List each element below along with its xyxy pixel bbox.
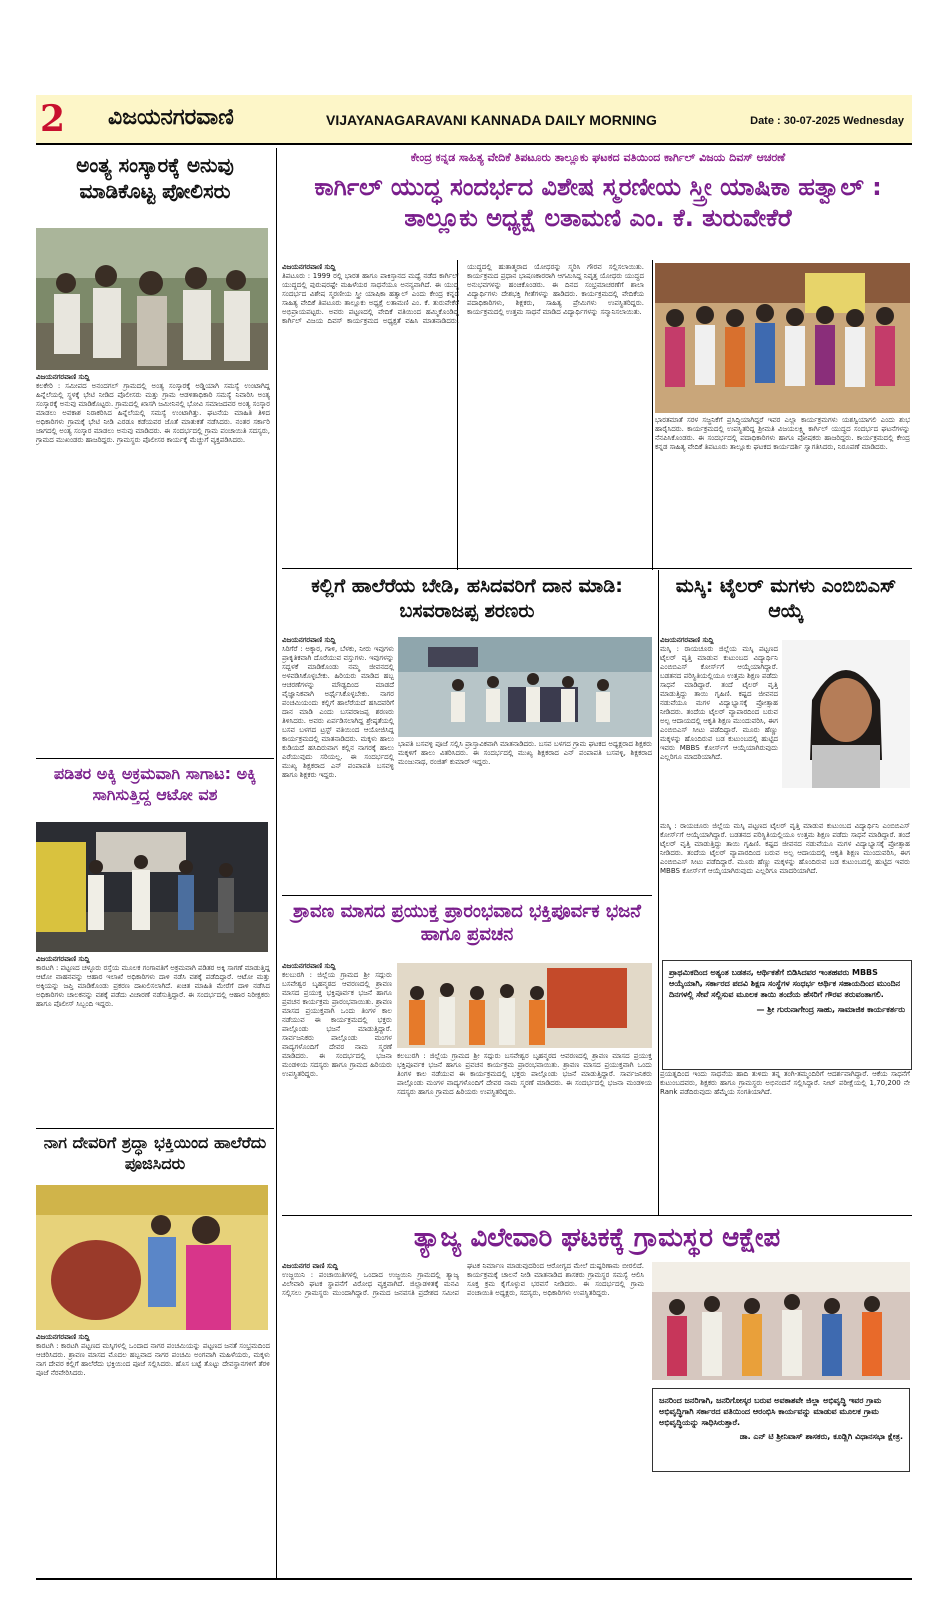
- masthead: [36, 95, 912, 143]
- story-body-continued: ಭಾರತಮಾತೆ ಸರಳ ಸಜ್ಜನಿಕೆಗೆ ಪ್ರಸಿದ್ಧಿಯಾಗಿದ್ದರೆ ಇವರ ಎಲ್ಲಾ ಕಾರ್ಯಕ್ರಮಗಳು ಯಶಸ್ವಿಯಾಗಲಿ ಎಂದು ಶುಭ ಹಾರೈಸಿದರು. ಕಾರ್ಯಕ್ರಮದಲ್ಲಿ ಉಪಸ್ಥಿತರಿದ್ದ ಶ್ರೀಮತಿ ವಿಜಯಲಕ್ಷ್ಮಿ ಕಾರ್ಗಿಲ್ ಯುದ್ಧದ ಸಂದರ್ಭದ ಘಟನೆಗಳನ್ನು ನೆನಪಿಸಿಕೊಂಡರು. ಈ ಸಂದರ್ಭದಲ್ಲಿ ಪದಾಧಿಕಾರಿಗಳು ಹಾಗೂ ಪೋಷಕರು ಹಾಜರಿದ್ದರು. ಕಾರ್ಯಕ್ರಮದಲ್ಲಿ ಕೇಂದ್ರ ಕನ್ನಡ ಸಾಹಿತ್ಯ ವೇದಿಕೆ ತಿಪಟೂರು ತಾಲ್ಲೂಕು ಘಟಕದ ಕಾರ್ಯದರ್ಶಿ ಸ್ವಾಗತಿಸಿದರು, ನಿರೂಪಣೆ ಮಾಡಿದರು.: [655, 416, 910, 451]
- section-rule: [36, 758, 274, 759]
- byline: ವಿಜಯನಗರವಾಣಿ ಸುದ್ದಿ: [282, 636, 336, 644]
- byline: ವಿಜಯನಗರ ವಾಣಿ ಸುದ್ದಿ: [282, 1262, 338, 1270]
- section-rule: [36, 1128, 274, 1129]
- section-rule: [282, 568, 912, 569]
- photo-basavarajappa-event: [398, 637, 652, 737]
- paper-name-english: VIJAYANAGARAVANI KANNADA DAILY MORNING: [326, 112, 657, 128]
- headline-tailor-daughter: ಮಸ್ಕಿ: ಟೈಲರ್ ಮಗಳು ಎಂಬಿಬಿಎಸ್ ಆಯ್ಕೆ: [675, 575, 897, 622]
- story-funeral-police: [36, 373, 270, 753]
- headline-basavarajappa: ಕಲ್ಲಿಗೆ ಹಾಲೆರೆಯ ಬೇಡಿ, ಹಸಿದವರಿಗೆ ದಾನ ಮಾಡಿ: ಬಸವರಾಜಪ್ಪ ಶರಣರು: [311, 575, 623, 622]
- story-kargil: [282, 263, 644, 563]
- headline-waste-plant: ತ್ಯಾಜ್ಯ ವಿಲೇವಾರಿ ಘಟಕಕ್ಕೆ ಗ್ರಾಮಸ್ಥರ ಆಕ್ಷೇಪ: [413, 1223, 781, 1253]
- story-body-continued: ಭಾಪತಿ ಬಸವಳ್ಳಿ ಪೂಜೆ ಸಲ್ಲಿಸಿ ಪ್ರಾಸ್ತಾವಿಕವಾಗಿ ಮಾತನಾಡಿದರು. ಬಸವ ಬಳಗದ ಗ್ರಾಮ ಘಟಕದ ಅಧ್ಯಕ್ಷರಾದ ಶಿಕ್ಷಕರು ಮಕ್ಕಳಿಗೆ ಹಾಲು ವಿತರಿಸಿದರು. ಈ ಸಂದರ್ಭದಲ್ಲಿ ಮುಖ್ಯ ಶಿಕ್ಷಕರಾದ ಎನ್ ಪಂಪಾಪತಿ ಬಸವಳ್ಳಿ, ಶಿಕ್ಷಕರಾದ ಮಂಜುನಾಥ, ರಂಜಿತ್ ಕುಮಾರ್ ಇದ್ದರು.: [398, 740, 652, 766]
- headline-funeral-police: ಅಂತ್ಯ ಸಂಸ್ಕಾರಕ್ಕೆ ಅನುವು ಮಾಡಿಕೊಟ್ಟ ಪೋಲಿಸರು: [76, 153, 234, 203]
- byline: ವಿಜಯನಗರವಾಣಿ ಸುದ್ದಿ: [660, 636, 714, 644]
- section-rule: [282, 895, 652, 896]
- story-body-continued: ಪ್ರಯತ್ನದಿಂದ ಇಂದು ಸಾಧನೆಯ ಹಾದಿ ತುಳಿದು ತನ್ನ ತಂಗಿ-ತಮ್ಮಂದಿರಿಗೆ ಆದರ್ಶವಾಗಿದ್ದಾರೆ. ಆಕೆಯ ಸಾಧನೆಗೆ ಕುಟುಂಬದವರು, ಶಿಕ್ಷಕರು ಹಾಗೂ ಗ್ರಾಮಸ್ಥರು ಅಭಿನಂದನೆ ಸಲ್ಲಿಸಿದ್ದಾರೆ. ನೀಟ್ ಪರೀಕ್ಷೆಯಲ್ಲಿ 1,70,200 ನೇ Rank ಪಡೆದಿರುವುದು ಹೆಮ್ಮೆಯ ಸಂಗತಿಯಾಗಿದೆ.: [660, 1070, 910, 1096]
- story-naga-puja: [36, 1333, 270, 1573]
- story-shravana-cont: [397, 1052, 652, 1212]
- story-body: ಕಾರಟಗಿ : ಕಾರಟಗಿ ಪಟ್ಟಣದ ಮಸ್ಕಿಗಳಲ್ಲಿ ಒಂದಾದ ನಾಗರ ಪಂಚಮಿಯನ್ನು ಪಟ್ಟಣದ ಜನತೆ ಸಂಭ್ರಮದಿಂದ ಆಚರಿಸಿದರು. ಶ್ರಾವಣ ಮಾಸದ ಮೊದಲ ಹಬ್ಬವಾದ ನಾಗರ ಪಂಚಮಿ ಅಂಗವಾಗಿ ಮಹಿಳೆಯರು, ಮಕ್ಕಳು ನಾಗ ದೇವರ ಕಲ್ಲಿಗೆ ಹಾಲೆರೆದು ಭಕ್ತಿಯಿಂದ ಪೂಜೆ ಸಲ್ಲಿಸಿದರು. ಹೊಸ ಬಟ್ಟೆ ತೊಟ್ಟು ದೇವಸ್ಥಾನಗಳಿಗೆ ತೆರಳಿ ಪೂಜೆ ನೆರವೇರಿಸಿದರು.: [36, 1342, 270, 1377]
- headline-ration-rice: ಪಡಿತರ ಅಕ್ಕಿ ಅಕ್ರಮವಾಗಿ ಸಾಗಾಟ: ಅಕ್ಕಿ ಸಾಗಿಸುತ್ತಿದ್ದ ಆಟೋ ವಶ: [53, 764, 257, 804]
- photo-funeral-meeting: [36, 228, 268, 370]
- quote-box-mla: [652, 1388, 910, 1472]
- section-rule: [282, 1215, 912, 1216]
- photo-bhajan-devotees: [397, 963, 652, 1048]
- quote-box-tailor: [662, 960, 912, 1070]
- story-kargil-cont: [655, 416, 910, 566]
- quote-text: ಜನರಿಂದ ಜನರಿಗಾಗಿ, ಜನರಿಗೋಸ್ಕರ ಬರುವ ಅವಕಾಶವೇ ಜಿಲ್ಲಾ ಅಭಿವೃದ್ಧಿ ಇವರ ಗ್ರಾಮ ಅಭಿವೃದ್ಧಿಗಾಗಿ ಸರ್ಕಾರದ ವತಿಯಿಂದ ಆರಂಭಿಸಿ ಕಾರ್ಯವನ್ನು ಮಾಡುವ ಮೂಲಕ ಗ್ರಾಮ ಅಭಿವೃದ್ಧಿಯನ್ನು ಸಾಧಿಸಿರುತ್ತಾರೆ.: [659, 1396, 882, 1427]
- headline-kargil: ಕಾರ್ಗಿಲ್ ಯುದ್ಧ ಸಂದರ್ಭದ ವಿಶೇಷ ಸ್ಮರಣೀಯ ಸ್ತ್ರೀ ಯಾಷಿಕಾ ಹತ್ವಾಲ್ : ತಾಲ್ಲೂಕು ಅಧ್ಯಕ್ಷೆ ಲತಾಮಣಿ ಎಂ. ಕೆ. ತುರುವೇಕೆರೆ: [314, 173, 882, 233]
- story-basavarajappa-cont: [398, 740, 652, 890]
- story-body-continued: ಕಲಬುರಗಿ : ಜಿಲ್ಲೆಯ ಗ್ರಾಮದ ಶ್ರೀ ಸದ್ಗುರು ಬಸವೇಶ್ವರ ಬೃಹನ್ಮಠದ ಆವರಣದಲ್ಲಿ ಶ್ರಾವಣ ಮಾಸದ ಪ್ರಯುಕ್ತ ಭಕ್ತಿಪೂರ್ವಕ ಭಜನೆ ಹಾಗೂ ಪ್ರವಚನ ಕಾರ್ಯಕ್ರಮ ಪ್ರಾರಂಭವಾಯಿತು. ಶ್ರಾವಣ ಮಾಸದ ಪ್ರಯುಕ್ತವಾಗಿ ಒಂದು ತಿಂಗಳ ಕಾಲ ನಡೆಯುವ ಈ ಕಾರ್ಯಕ್ರಮದಲ್ಲಿ ಭಕ್ತರು ಪಾಲ್ಗೊಂಡು ಭಜನೆ ಮಾಡುತ್ತಿದ್ದಾರೆ. ಸಾರ್ವಜನಿಕರು ಪಾಲ್ಗೊಂಡು ಮಂಗಳ ವಾದ್ಯಗಳೊಂದಿಗೆ ದೇವರ ನಾಮ ಸ್ಮರಣೆ ಮಾಡಿದರು. ಈ ಸಂದರ್ಭದಲ್ಲಿ ಭಜನಾ ಮಂಡಳಿಯ ಸದಸ್ಯರು ಹಾಗೂ ಗ್ರಾಮದ ಹಿರಿಯರು ಉಪಸ್ಥಿತರಿದ್ದರು.: [397, 1052, 652, 1096]
- photo-student-portrait: [782, 640, 910, 788]
- photo-kargil-students: [655, 263, 910, 413]
- story-body: ಕಾರಟಗಿ : ಪಟ್ಟಣದ ಚಳ್ಳೂರು ರಸ್ತೆಯ ಮೂಲಕ ಗಂಗಾವತಿಗೆ ಅಕ್ರಮವಾಗಿ ಪಡಿತರ ಅಕ್ಕಿ ಸಾಗಣೆ ಮಾಡುತ್ತಿದ್ದ ಆಟೋ ವಾಹನವನ್ನು ಆಹಾರ ಇಲಾಖೆ ಅಧಿಕಾರಿಗಳು ದಾಳಿ ನಡೆಸಿ ವಶಕ್ಕೆ ಪಡೆದಿದ್ದಾರೆ. ಆಟೋ ಮತ್ತು ಅಕ್ಕಿಯನ್ನು ಜಪ್ತಿ ಮಾಡಿಕೊಂಡು ಪ್ರಕರಣ ದಾಖಲಿಸಲಾಗಿದೆ. ಖಚಿತ ಮಾಹಿತಿ ಮೇರೆಗೆ ದಾಳಿ ನಡೆಸಿದ ಅಧಿಕಾರಿಗಳು ಚಾಲಕನನ್ನು ವಶಕ್ಕೆ ಪಡೆದು ವಿಚಾರಣೆ ನಡೆಸುತ್ತಿದ್ದಾರೆ. ಈ ಸಂದರ್ಭದಲ್ಲಿ ಆಹಾರ ನಿರೀಕ್ಷಕರು ಹಾಗೂ ಪೊಲೀಸ್ ಸಿಬ್ಬಂದಿ ಇದ್ದರು.: [36, 964, 270, 1008]
- story-tailor-daughter: [660, 636, 778, 816]
- quote-text: ಪ್ರಾಥಮಿಕದಿಂದ ಅತ್ಯಂತ ಬಡತನ, ಆರ್ಥಿಕತೆಗೆ ಬಿಡಿಸಿದವರ ಇಂತಹವರು MBBS ಆಯ್ಕೆಯಾಗಿ, ಸರ್ಕಾರದ ಪದವಿ ಶಿಕ್ಷಣ ಸಂಸ್ಥೆಗಳ ಸಂಧರ್ಭ ಆರ್ಥಿಕ ಸಹಾಯದಿಂದ ಮುಂದಿನ ದಿನಗಳಲ್ಲಿ ಸೇವೆ ಸಲ್ಲಿಸುವ ಮೂಲಕ ತಾಯಿ ತಂದೆಯ ಹೆಸರಿಗೆ ಗೌರವ ತರುವಂತಾಗಲಿ.: [669, 968, 901, 999]
- story-tailor-spacer: [782, 792, 910, 822]
- byline: ವಿಜಯನಗರವಾಣಿ ಸುದ್ದಿ: [36, 373, 90, 381]
- story-tailor-daughter-3: [660, 1070, 910, 1210]
- photo-naga-puja: [36, 1185, 268, 1330]
- story-body: ಕಲಕೇರಿ : ಸಮೀಪದ ಅನಂದಗಲ್ ಗ್ರಾಮದಲ್ಲಿ ಅಂತ್ಯ ಸಂಸ್ಕಾರಕ್ಕೆ ಅಡ್ಡಿಯಾಗಿ ಸಮಸ್ಯೆ ಉಂಟಾಗಿದ್ದ ಹಿನ್ನೆಲೆಯಲ್ಲಿ ಸ್ಥಳಕ್ಕೆ ಭೇಟಿ ನೀಡಿದ ಪೊಲೀಸರು ಮತ್ತು ಗ್ರಾಮ ಆಡಳಿತಾಧಿಕಾರಿ ಸಮಸ್ಯೆ ನಿವಾರಿಸಿ ಅಂತ್ಯ ಸಂಸ್ಕಾರಕ್ಕೆ ಅನುವು ಮಾಡಿಕೊಟ್ಟರು. ಗ್ರಾಮದಲ್ಲಿ ಖಾಸಗಿ ಜಮೀನಿನಲ್ಲಿ ಭೋವಿ ಸಮಾಜದವರ ಅಂತ್ಯ ಸಂಸ್ಕಾರ ಮಾಡಲು ಅವಕಾಶ ನಿರಾಕರಿಸಿದ ಹಿನ್ನೆಲೆಯಲ್ಲಿ ಸಮಸ್ಯೆ ಉಂಟಾಗಿತ್ತು. ಘಟನೆಯ ಮಾಹಿತಿ ತಿಳಿದ ಅಧಿಕಾರಿಗಳು ಗ್ರಾಮಕ್ಕೆ ಭೇಟಿ ನೀಡಿ ಎರಡೂ ಕಡೆಯವರ ಜೊತೆ ಮಾತುಕತೆ ನಡೆಸಿದರು. ನಂತರ ಸರ್ಕಾರಿ ಜಾಗದಲ್ಲಿ ಅಂತ್ಯ ಸಂಸ್ಕಾರ ಮಾಡಲು ಅನುವು ಮಾಡಿದರು. ಈ ಸಂದರ್ಭದಲ್ಲಿ ಗ್ರಾಮ ಪಂಚಾಯಿತಿ ಸದಸ್ಯರು, ಗ್ರಾಮದ ಮುಖಂಡರು ಹಾಜರಿದ್ದರು. ಗ್ರಾಮಸ್ಥರು ಪೊಲೀಸರ ಕಾರ್ಯಕ್ಕೆ ಮೆಚ್ಚುಗೆ ವ್ಯಕ್ತಪಡಿಸಿದರು.: [36, 382, 270, 444]
- story-body: ತಿಪಟೂರು : 1999 ರಲ್ಲಿ ಭಾರತ ಹಾಗೂ ಪಾಕಿಸ್ತಾನದ ಮಧ್ಯೆ ನಡೆದ ಕಾರ್ಗಿಲ್ ಯುದ್ಧದಲ್ಲಿ ಪುರುಷರಷ್ಟೇ ಮಹಿಳೆಯರ ಸಾಧನೆಯೂ ಅನನ್ಯವಾಗಿದೆ. ಈ ಯುದ್ಧ ಸಂದರ್ಭದ ವಿಶೇಷ ಸ್ಮರಣೀಯ ಸ್ತ್ರೀ ಯಾಷಿಕಾ ಹತ್ವಾಲ್ ಎಂದು ಕೇಂದ್ರ ಕನ್ನಡ ಸಾಹಿತ್ಯ ವೇದಿಕೆ ತಿಪಟೂರು ತಾಲ್ಲೂಕು ಅಧ್ಯಕ್ಷೆ ಲತಾಮಣಿ ಎಂ. ಕೆ. ತುರುವೇಕೆರೆ ಅಭಿಪ್ರಾಯಪಟ್ಟರು. ಅವರು ಪಟ್ಟಣದಲ್ಲಿ ವೇದಿಕೆ ವತಿಯಿಂದ ಹಮ್ಮಿಕೊಂಡಿದ್ದ ಕಾರ್ಗಿಲ್ ವಿಜಯ ದಿವಸ್ ಕಾರ್ಯಕ್ರಮದ ಅಧ್ಯಕ್ಷತೆ ವಹಿಸಿ ಮಾತನಾಡಿದರು. ಯುದ್ಧದಲ್ಲಿ ಹುತಾತ್ಮರಾದ ಯೋಧರನ್ನು ಸ್ಮರಿಸಿ ಗೌರವ ಸಲ್ಲಿಸಲಾಯಿತು. ಕಾರ್ಯಕ್ರಮದ ಪ್ರಧಾನ ಭಾಷಣಕಾರರಾಗಿ ಆಗಮಿಸಿದ್ದ ನಿವೃತ್ತ ಯೋಧರು ಯುದ್ಧದ ಅನುಭವಗಳನ್ನು ಹಂಚಿಕೊಂಡರು. ಈ ದಿನದ ಸಂಭ್ರಮಾಚರಣೆಗೆ ಶಾಲಾ ವಿದ್ಯಾರ್ಥಿಗಳು ದೇಶಭಕ್ತಿ ಗೀತೆಗಳನ್ನು ಹಾಡಿದರು. ಕಾರ್ಯಕ್ರಮದಲ್ಲಿ ವೇದಿಕೆಯ ಪದಾಧಿಕಾರಿಗಳು, ಶಿಕ್ಷಕರು, ಸಾಹಿತ್ಯ ಪ್ರೇಮಿಗಳು ಉಪಸ್ಥಿತರಿದ್ದರು. ಕಾರ್ಯಕ್ರಮದಲ್ಲಿ ಉತ್ತಮ ಸಾಧನೆ ಮಾಡಿದ ವಿದ್ಯಾರ್ಥಿಗಳನ್ನು ಸನ್ಮಾನಿಸಲಾಯಿತು.: [282, 263, 644, 325]
- story-body: ಉಜ್ಜಯಿನಿ : ಪಂಚಾಯಿತಿಗಳಲ್ಲಿ ಒಂದಾದ ಉಜ್ಜಯಿನಿ ಗ್ರಾಮದಲ್ಲಿ ತ್ಯಾಜ್ಯ ವಿಲೇವಾರಿ ಘಟಕ ಸ್ಥಾಪನೆಗೆ ವಿರೋಧ ವ್ಯಕ್ತವಾಗಿದೆ. ಜಿಲ್ಲಾಡಳಿತಕ್ಕೆ ಮನವಿ ಸಲ್ಲಿಸಲು ಗ್ರಾಮಸ್ಥರು ಮುಂದಾಗಿದ್ದಾರೆ. ಗ್ರಾಮದ ಜನವಸತಿ ಪ್ರದೇಶದ ಸಮೀಪ ಘಟಕ ನಿರ್ಮಾಣ ಮಾಡುವುದರಿಂದ ಆರೋಗ್ಯದ ಮೇಲೆ ದುಷ್ಪರಿಣಾಮ ಬೀರಲಿದೆ. ಕಾರ್ಯಕ್ರಮಕ್ಕೆ ಚಾಲನೆ ನೀಡಿ ಮಾತನಾಡಿದ ಶಾಸಕರು ಗ್ರಾಮಸ್ಥರ ಸಮಸ್ಯೆ ಆಲಿಸಿ ಸೂಕ್ತ ಕ್ರಮ ಕೈಗೊಳ್ಳುವ ಭರವಸೆ ನೀಡಿದರು. ಈ ಸಂದರ್ಭದಲ್ಲಿ ಗ್ರಾಮ ಪಂಚಾಯಿತಿ ಅಧ್ಯಕ್ಷರು, ಸದಸ್ಯರು, ಅಧಿಕಾರಿಗಳು ಉಪಸ್ಥಿತರಿದ್ದರು.: [282, 1262, 644, 1297]
- story-waste-plant: [282, 1262, 644, 1572]
- column-divider: [652, 260, 653, 570]
- column-divider: [658, 570, 659, 1215]
- photo-ration-seizure: [36, 822, 268, 952]
- column-divider: [276, 148, 277, 1578]
- quote-credit: — ಶ್ರೀ ಗುರುನಾಗೇಂದ್ರ ಸಾಹು, ಸಾಮಾಜಿಕ ಕಾರ್ಯಕರ್ತರು: [756, 1005, 905, 1014]
- story-shravana-bhajan: [282, 962, 392, 1212]
- page-bottom-rule: [36, 1578, 912, 1580]
- byline: ವಿಜಯನಗರವಾಣಿ ಸುದ್ದಿ: [282, 263, 336, 271]
- masthead-rule: [36, 143, 912, 145]
- photo-waste-plant-meeting: [652, 1262, 910, 1380]
- story-body: ಕಲಬುರಗಿ : ಜಿಲ್ಲೆಯ ಗ್ರಾಮದ ಶ್ರೀ ಸದ್ಗುರು ಬಸವೇಶ್ವರ ಬೃಹನ್ಮಠದ ಆವರಣದಲ್ಲಿ ಶ್ರಾವಣ ಮಾಸದ ಪ್ರಯುಕ್ತ ಭಕ್ತಿಪೂರ್ವಕ ಭಜನೆ ಹಾಗೂ ಪ್ರವಚನ ಕಾರ್ಯಕ್ರಮ ಪ್ರಾರಂಭವಾಯಿತು. ಶ್ರಾವಣ ಮಾಸದ ಪ್ರಯುಕ್ತವಾಗಿ ಒಂದು ತಿಂಗಳ ಕಾಲ ನಡೆಯುವ ಈ ಕಾರ್ಯಕ್ರಮದಲ್ಲಿ ಭಕ್ತರು ಪಾಲ್ಗೊಂಡು ಭಜನೆ ಮಾಡುತ್ತಿದ್ದಾರೆ. ಸಾರ್ವಜನಿಕರು ಪಾಲ್ಗೊಂಡು ಮಂಗಳ ವಾದ್ಯಗಳೊಂದಿಗೆ ದೇವರ ನಾಮ ಸ್ಮರಣೆ ಮಾಡಿದರು. ಈ ಸಂದರ್ಭದಲ್ಲಿ ಭಜನಾ ಮಂಡಳಿಯ ಸದಸ್ಯರು ಹಾಗೂ ಗ್ರಾಮದ ಹಿರಿಯರು ಉಪಸ್ಥಿತರಿದ್ದರು.: [282, 971, 392, 1078]
- byline: ವಿಜಯನಗರವಾಣಿ ಸುದ್ದಿ: [36, 1333, 90, 1341]
- story-body-continued: ಮಸ್ಕಿ : ರಾಯಚೂರು ಜಿಲ್ಲೆಯ ಮಸ್ಕಿ ಪಟ್ಟಣದ ಟೈಲರ್ ವೃತ್ತಿ ಮಾಡುವ ಕುಟುಂಬದ ವಿದ್ಯಾರ್ಥಿನಿ ಎಂಬಿಬಿಎಸ್ ಕೋರ್ಸ್‌ಗೆ ಆಯ್ಕೆಯಾಗಿದ್ದಾರೆ. ಬಡತನದ ಪರಿಸ್ಥಿತಿಯಲ್ಲಿಯೂ ಉತ್ತಮ ಶಿಕ್ಷಣ ಪಡೆದು ಸಾಧನೆ ಮಾಡಿದ್ದಾರೆ. ತಂದೆ ಟೈಲರ್ ವೃತ್ತಿ ಮಾಡುತ್ತಿದ್ದು ತಾಯಿ ಗೃಹಿಣಿ. ಕಷ್ಟದ ಜೀವನದ ನಡುವೆಯೂ ಮಗಳ ವಿದ್ಯಾಭ್ಯಾಸಕ್ಕೆ ಪ್ರೋತ್ಸಾಹ ನೀಡಿದರು. ತಂದೆಯ ಟೈಲರ್ ವ್ಯಾಪಾರದಿಂದ ಬರುವ ಅಲ್ಪ ಆದಾಯದಲ್ಲಿ ಆಕೃತಿ ಶಿಕ್ಷಣ ಮುಂದುವರಿಸಿ, ಈಗ ಎಂಬಿಬಿಎಸ್ ಸೀಟು ಪಡೆದಿದ್ದಾರೆ. ಮೂರು ಹೆಣ್ಣು ಮಕ್ಕಳನ್ನು ಹೊಂದಿರುವ ಬಡ ಕುಟುಂಬದಲ್ಲಿ ಹುಟ್ಟಿದ ಇವರು MBBS ಕೋರ್ಸ್‌ಗೆ ಆಯ್ಕೆಯಾಗಿರುವುದು ಎಲ್ಲರಿಗೂ ಮಾದರಿಯಾಗಿದೆ.: [660, 822, 910, 875]
- story-ration-rice: [36, 955, 270, 1125]
- quote-credit: ಡಾ. ಎನ್ ಟಿ ಶ್ರೀನಿವಾಸ್ ಶಾಸಕರು, ಕೂಡ್ಲಿಗಿ ವಿಧಾನಸಭಾ ಕ್ಷೇತ್ರ.: [739, 1432, 903, 1441]
- story-body: ಸಿರಿಗೆರೆ : ಅಕ್ಕಾರ, ಗಾಳಿ, ಬೆಳಕು, ನೀರು ಇವುಗಳು ಪ್ರಾಕೃತಿಕವಾಗಿ ದೊರೆಯುವ ವಸ್ತುಗಳು. ಇವುಗಳನ್ನು ಸದ್ಬಳಕೆ ಮಾಡಿಕೊಂಡು ನಮ್ಮ ಜೀವನದಲ್ಲಿ ಅಳವಡಿಸಿಕೊಳ್ಳಬೇಕು. ಹಿರಿಯರು ಮಾಡಿದ ಹಬ್ಬ ಆಚರಣೆಗಳನ್ನು ಮೌಢ್ಯದಿಂದ ಮಾಡದೆ ವೈಜ್ಞಾನಿಕವಾಗಿ ಅರ್ಥೈಸಿಕೊಳ್ಳಬೇಕು. ನಾಗರ ಪಂಚಮಿಯಂದು ಕಲ್ಲಿಗೆ ಹಾಲೆರೆಯದೆ ಹಸಿದವರಿಗೆ ದಾನ ಮಾಡಿ ಎಂದು ಬಸವರಾಜಪ್ಪ ಶರಣರು ತಿಳಿಸಿದರು. ಅವರು ಏರ್ಪಡಿಸಲಾಗಿದ್ದ ಶ್ರೇಷ್ಠತೆಯಲ್ಲಿ ಬಸವ ಬಳಗದ ಟ್ರಸ್ಟ್ ವತಿಯಿಂದ ಆಯೋಜಿಸಿದ್ದ ಕಾರ್ಯಕ್ರಮದಲ್ಲಿ ಮಾತನಾಡಿದರು. ಮಕ್ಕಳು ಹಾಲು ಕುಡಿಯದೆ ಹಸಿದಿರುವಾಗ ಕಲ್ಲಿನ ನಾಗರಕ್ಕೆ ಹಾಲು ಎರೆಯುವುದು ಸರಿಯಲ್ಲ. ಈ ಸಂದರ್ಭದಲ್ಲಿ ಮುಖ್ಯ ಶಿಕ್ಷಕರಾದ ಎನ್ ಪಂಪಾಪತಿ ಬಸವಳ್ಳಿ ಹಾಗೂ ಶಿಕ್ಷಕರು ಇದ್ದರು.: [282, 645, 394, 779]
- issue-date: Date : 30-07-2025 Wednesday: [750, 115, 904, 127]
- story-basavarajappa: [282, 636, 394, 846]
- kicker-kargil: ಕೇಂದ್ರ ಕನ್ನಡ ಸಾಹಿತ್ಯ ವೇದಿಕೆ ತಿಪಟೂರು ತಾಲ್ಲೂಕು ಘಟಕದ ವತಿಯಿಂದ ಕಾರ್ಗಿಲ್ ವಿಜಯ ದಿವಸ್ ಆಚರಣೆ: [410, 151, 786, 164]
- page-number: 2: [40, 98, 66, 140]
- story-body: ಮಸ್ಕಿ : ರಾಯಚೂರು ಜಿಲ್ಲೆಯ ಮಸ್ಕಿ ಪಟ್ಟಣದ ಟೈಲರ್ ವೃತ್ತಿ ಮಾಡುವ ಕುಟುಂಬದ ವಿದ್ಯಾರ್ಥಿನಿ ಎಂಬಿಬಿಎಸ್ ಕೋರ್ಸ್‌ಗೆ ಆಯ್ಕೆಯಾಗಿದ್ದಾರೆ. ಬಡತನದ ಪರಿಸ್ಥಿತಿಯಲ್ಲಿಯೂ ಉತ್ತಮ ಶಿಕ್ಷಣ ಪಡೆದು ಸಾಧನೆ ಮಾಡಿದ್ದಾರೆ. ತಂದೆ ಟೈಲರ್ ವೃತ್ತಿ ಮಾಡುತ್ತಿದ್ದು ತಾಯಿ ಗೃಹಿಣಿ. ಕಷ್ಟದ ಜೀವನದ ನಡುವೆಯೂ ಮಗಳ ವಿದ್ಯಾಭ್ಯಾಸಕ್ಕೆ ಪ್ರೋತ್ಸಾಹ ನೀಡಿದರು. ತಂದೆಯ ಟೈಲರ್ ವ್ಯಾಪಾರದಿಂದ ಬರುವ ಅಲ್ಪ ಆದಾಯದಲ್ಲಿ ಆಕೃತಿ ಶಿಕ್ಷಣ ಮುಂದುವರಿಸಿ, ಈಗ ಎಂಬಿಬಿಎಸ್ ಸೀಟು ಪಡೆದಿದ್ದಾರೆ. ಮೂರು ಹೆಣ್ಣು ಮಕ್ಕಳನ್ನು ಹೊಂದಿರುವ ಬಡ ಕುಟುಂಬದಲ್ಲಿ ಹುಟ್ಟಿದ ಇವರು MBBS ಕೋರ್ಸ್‌ಗೆ ಆಯ್ಕೆಯಾಗಿರುವುದು ಎಲ್ಲರಿಗೂ ಮಾದರಿಯಾಗಿದೆ.: [660, 645, 778, 761]
- story-tailor-daughter-2: [660, 822, 910, 957]
- byline: ವಿಜಯನಗರವಾಣಿ ಸುದ್ದಿ: [282, 962, 336, 970]
- headline-shravana-bhajan: ಶ್ರಾವಣ ಮಾಸದ ಪ್ರಯುಕ್ತ ಪ್ರಾರಂಭವಾದ ಭಕ್ತಿಪೂರ್ವಕ ಭಜನೆ ಹಾಗೂ ಪ್ರವಚನ: [292, 901, 642, 946]
- paper-name-kannada: ವಿಜಯನಗರವಾಣಿ: [108, 105, 234, 130]
- headline-naga-puja: ನಾಗ ದೇವರಿಗೆ ಶ್ರದ್ಧಾ ಭಕ್ತಿಯಿಂದ ಹಾಲೆರೆದು ಪೂಜಿಸಿದರು: [43, 1133, 267, 1173]
- byline: ವಿಜಯನಗರವಾಣಿ ಸುದ್ದಿ: [36, 955, 90, 963]
